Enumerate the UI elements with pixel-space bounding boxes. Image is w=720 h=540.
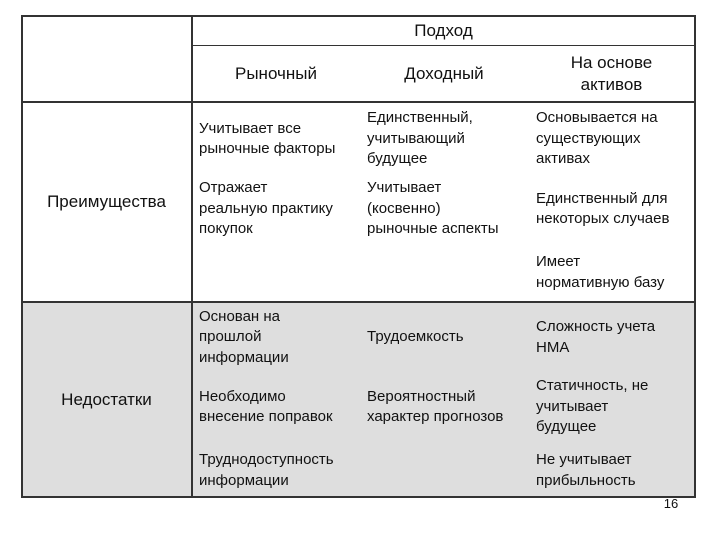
dis-income-1 — [367, 305, 528, 370]
dis-market-3 — [199, 448, 360, 493]
column-header-assets — [528, 46, 695, 101]
column-header-assets-text: На основе активов — [570, 52, 653, 94]
page-number: 16 — [663, 496, 679, 511]
dis-market-2 — [199, 372, 360, 442]
adv-market-2-text: Отражает реальную практику покупок — [199, 179, 333, 238]
dis-income-2-text: Вероятностный характер прогнозов — [367, 387, 504, 425]
adv-assets-3 — [536, 250, 695, 295]
adv-assets-2-text: Единственный для некоторых случаев — [536, 189, 670, 227]
dis-income-3 — [367, 448, 528, 493]
adv-market-1 — [199, 104, 360, 174]
dis-assets-2-text: Статичность, не учитывает будущее — [536, 377, 649, 436]
dis-assets-3 — [536, 448, 695, 493]
adv-assets-3-text: Имеет нормативную базу — [536, 253, 665, 291]
dis-assets-3-text: Не учитывает прибыльность — [536, 451, 636, 489]
dis-market-1-text: Основан на прошлой информации — [199, 307, 289, 366]
dis-assets-1-text: Сложность учета НМА — [536, 318, 656, 356]
column-header-income — [360, 46, 528, 101]
advantages-label — [22, 102, 191, 301]
adv-income-3 — [367, 250, 528, 295]
adv-income-2 — [367, 174, 528, 244]
advantages-label-text: Преимущества — [47, 191, 166, 211]
dis-assets-1 — [536, 305, 695, 370]
dis-market-3-text: Труднодоступность информации — [199, 451, 334, 489]
dis-assets-2 — [536, 372, 695, 442]
approach-header-text: Подход — [414, 20, 473, 40]
adv-income-1-text: Единственный, учитывающий будущее — [367, 109, 473, 168]
approach-header — [192, 15, 695, 46]
adv-assets-2 — [536, 174, 695, 244]
adv-assets-1 — [536, 104, 695, 174]
column-header-market — [192, 46, 360, 101]
adv-market-3 — [199, 250, 360, 295]
disadvantages-label — [22, 302, 191, 497]
dis-market-1 — [199, 305, 360, 370]
adv-income-1 — [367, 104, 528, 174]
adv-market-2 — [199, 174, 360, 244]
column-header-market-text: Рыночный — [235, 63, 317, 83]
column-header-income-text: Доходный — [404, 63, 484, 83]
adv-income-2-text: Учитывает (косвенно) рыночные аспекты — [367, 179, 499, 238]
disadvantages-label-text: Недостатки — [61, 389, 152, 409]
dis-market-2-text: Необходимо внесение поправок — [199, 387, 333, 425]
dis-income-2 — [367, 372, 528, 442]
dis-income-1-text: Трудоемкость — [367, 328, 464, 346]
adv-market-1-text: Учитывает все рыночные факторы — [199, 119, 336, 157]
adv-assets-1-text: Основывается на существующих активах — [536, 109, 658, 168]
